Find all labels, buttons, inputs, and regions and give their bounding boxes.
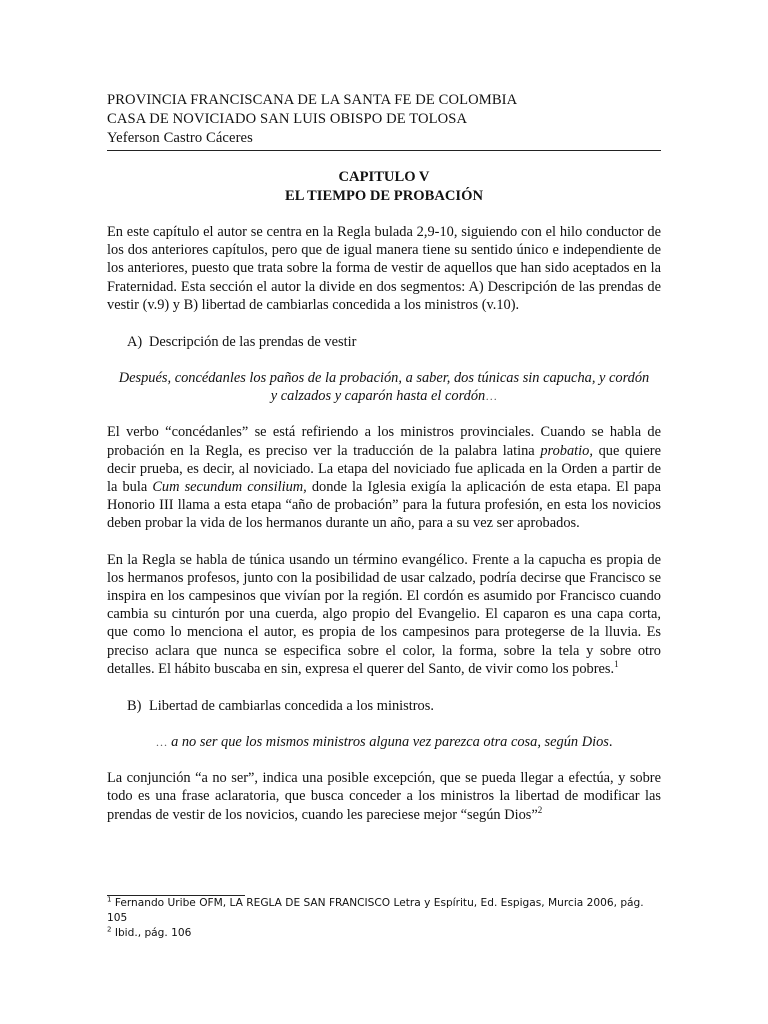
- text-run: La conjunción “a no ser”, indica una posible excepción, que se pueda llegar a efectúa, y sobre todo es una frase aclaratoria, que busca conceder a los ministros la libertad de modificar las prendas de vestir de los novicios, cuando les pareciese mejor “según Dios”: [107, 770, 661, 823]
- section-b-title: Libertad de cambiarlas concedida a los ministros.: [149, 698, 434, 715]
- section-b-heading: [127, 697, 661, 715]
- intro-paragraph: En este capítulo el autor se centra en la Regla bulada 2,9-10, siguiendo con el hilo conductor de los dos anteriores capítulos, pero que de igual manera tiene su sentido único e independiente de los anteriores, puesto que trata sobre la forma de vestir de aquellos que han sido aceptados en la Fraternidad. Esta sección el autor la divide en dos segmentos: A) Descripción de las prendas de vestir (v.9) y B) libertad de cambiarlas concedida a los ministros (v.10).: [107, 224, 661, 313]
- section-b-marker: B): [127, 698, 142, 715]
- section-a-quote-ellipsis: …: [485, 389, 498, 404]
- text-run: El verbo “concédanles” se está refiriendo a los ministros provinciales. Cuando se habla de probación en la Regla, es preciso ver la traducción de la palabra latina: [107, 424, 661, 459]
- section-b-paragraph-1: [107, 769, 661, 824]
- text-run: donde la Iglesia exigía la aplicación de esta etapa. El papa Honorio III llama a esta etapa “año de probación” para la futura profesión, en esta los novicios deben probar la vida de los hermanos durante un año, para a su vez ser aprobados.: [107, 479, 661, 532]
- section-a-heading: [127, 333, 661, 351]
- section-a-marker: A): [127, 334, 143, 351]
- section-a-paragraph-2: [107, 551, 661, 678]
- footnote-1: [107, 896, 661, 926]
- footnote-text: Fernando Uribe OFM, LA REGLA DE SAN FRANCISCO Letra y Espíritu, Ed. Espigas, Murcia 2006, pág. 105: [107, 897, 644, 924]
- institution-header: [107, 91, 661, 148]
- footnote-number: 2: [107, 925, 112, 934]
- section-a-quote: [117, 369, 651, 405]
- chapter-number: CAPITULO V: [338, 169, 430, 185]
- chapter-title: EL TIEMPO DE PROBACIÓN: [285, 188, 483, 204]
- footnotes: [107, 895, 661, 941]
- section-a-title: Descripción de las prendas de vestir: [149, 334, 357, 351]
- text-run: que quiere decir prueba, es decir, al noviciado. La etapa del noviciado fue aplicada en la Orden a partir de la bula: [107, 442, 661, 496]
- footnote-2: [107, 926, 661, 941]
- section-b-quote-ellipsis: …: [155, 735, 168, 750]
- footnote-number: 1: [107, 895, 112, 904]
- document-page: [107, 91, 661, 824]
- header-divider: [107, 150, 661, 151]
- header-house: CASA DE NOVICIADO SAN LUIS OBISPO DE TOLOSA: [107, 111, 468, 127]
- footnote-ref-2[interactable]: 2: [537, 804, 543, 815]
- section-b-quote-end: .: [608, 734, 613, 751]
- section-b-quote: [117, 733, 651, 751]
- header-author: Yeferson Castro Cáceres: [107, 130, 253, 146]
- latin-term: probatio,: [540, 442, 593, 459]
- footnote-ref-1[interactable]: 1: [614, 659, 619, 670]
- chapter-heading: [107, 168, 661, 206]
- bull-title: Cum secundum consilium,: [152, 479, 307, 496]
- section-a-quote-text: Después, concédanles los paños de la probación, a saber, dos túnicas sin capucha, y cordón y calzados y caparón hasta el cordón: [118, 370, 650, 405]
- footnote-text: Ibid., pág. 106: [111, 927, 192, 939]
- header-province: PROVINCIA FRANCISCANA DE LA SANTA FE DE COLOMBIA: [107, 92, 518, 108]
- section-a-paragraph-1: [107, 423, 661, 532]
- section-b-quote-text: a no ser que los mismos ministros alguna vez parezca otra cosa, según Dios: [167, 734, 609, 751]
- text-run: En la Regla se habla de túnica usando un término evangélico. Frente a la capucha es propia de los hermanos profesos, junto con la posibilidad de usar calzado, podría decirse que Francisco se inspira en los campesinos que vivían por la región. El cordón es asumido por Francisco cuando cambia su cinturón por una cuerda, algo propio del Evangelio. El caparon es una capa corta, que como lo menciona el autor, es propia de los campesinos para protegerse de la lluvia. Es preciso aclara que nunca se especifica sobre el color, la forma, sobre la tela y sobre otro detalles. El hábito buscaba en sin, expresa el querer del Santo, de vivir como los pobres.: [107, 551, 661, 677]
